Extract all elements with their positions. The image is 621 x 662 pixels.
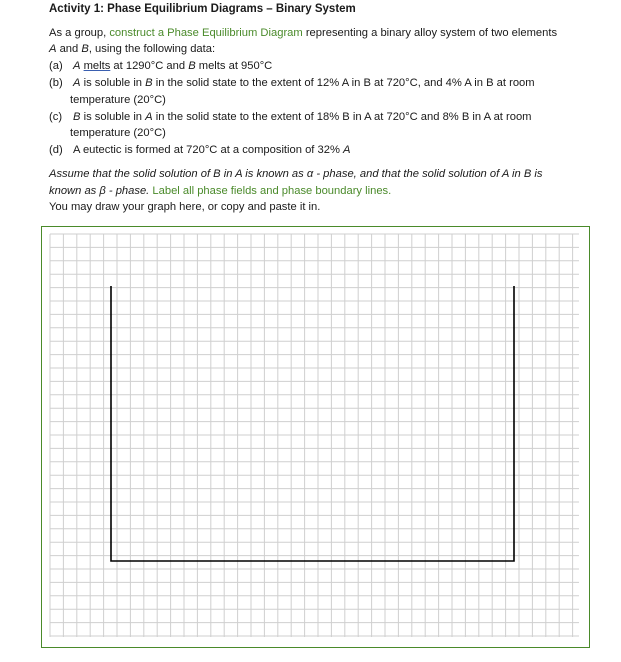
list-item-c: (c) B is soluble in A in the solid state to the extent of 18% B in A at 720°C and 8% B in A at room (49, 111, 532, 123)
list-item-b-cont: temperature (20°C) (70, 94, 166, 106)
draw-note: You may draw your graph here, or copy and paste it in. (49, 201, 321, 213)
list-item-a: (a) A melts at 1290°C and B melts at 950°C (49, 60, 273, 72)
graph-paper (42, 227, 588, 646)
list-item-d: (d) A eutectic is formed at 720°C at a composition of 32% A (49, 144, 351, 156)
activity-title: Activity 1: Phase Equilibrium Diagrams – Binary System (49, 3, 356, 15)
assume-line-2: known as β - phase. Label all phase fields and phase boundary lines. (49, 185, 392, 197)
list-item-c-cont: temperature (20°C) (70, 127, 166, 139)
list-item-b: (b) A is soluble in B in the solid state to the extent of 12% A in B at 720°C, and 4% A in B at room (49, 77, 535, 89)
assume-line-1: Assume that the solid solution of B in A is known as α - phase, and that the solid solution of A in B is (49, 168, 543, 180)
intro-line-1: As a group, construct a Phase Equilibrium Diagram representing a binary alloy system of two elements (49, 27, 558, 39)
green-link: construct a Phase Equilibrium Diagram (109, 27, 303, 39)
grid-lines (50, 234, 579, 637)
intro-line-2: A and B, using the following data: (49, 43, 216, 55)
graph-drawing-area[interactable] (41, 226, 590, 648)
graph-axes (111, 286, 514, 561)
